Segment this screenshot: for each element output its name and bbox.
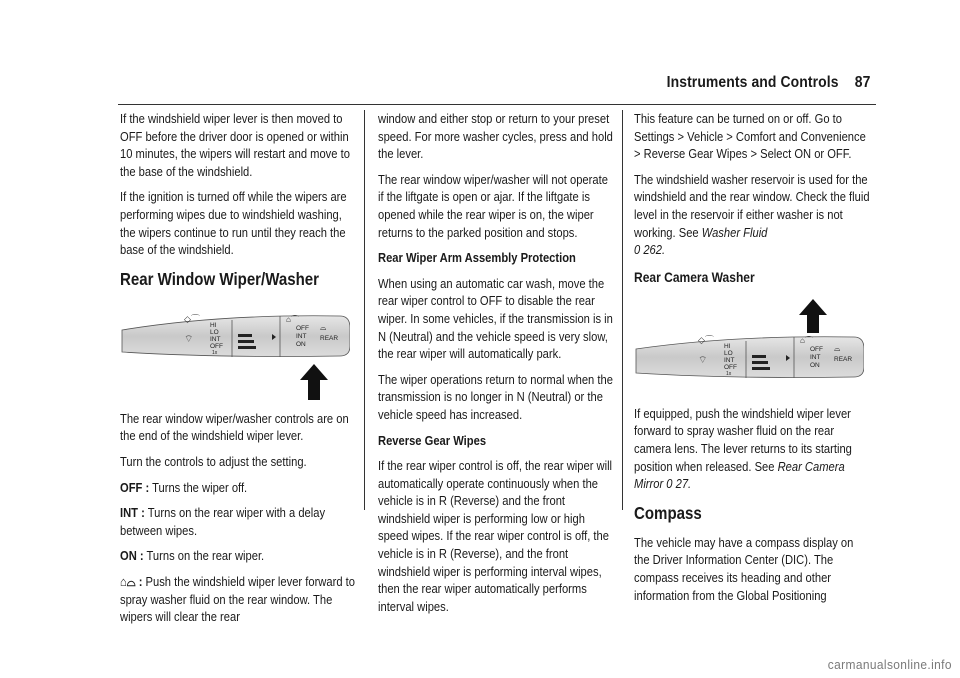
paragraph: The rear window wiper/washer will not operate if the liftgate is open or ajar. If the liftgate is opened while the rear wiper is on, the wiper returns to the parked position and stops. [378, 171, 608, 240]
definition-on: ON : Turns on the rear wiper. [120, 548, 265, 564]
rear-washer-icon: ⌂⌒ [286, 314, 299, 324]
column-divider [622, 110, 623, 510]
lever-int: INT [724, 356, 735, 364]
rear-int: INT [296, 332, 307, 340]
rear-label: REAR [320, 334, 339, 342]
column-2 [378, 110, 616, 623]
definition-washer: ⌂⌓ : Push the windshield wiper lever forward to spray washer fluid on the rear window. The wipers will clear the rear [120, 573, 355, 625]
paragraph: The vehicle may have a compass display on the Driver Information Center (DIC). The compass receives its heading and other information from the Global Positioning [634, 534, 854, 603]
page-number: 87 [854, 74, 870, 91]
rear-wiper-lever-illustration [120, 300, 350, 400]
rear-label: REAR [834, 355, 853, 363]
header-rule [118, 104, 876, 105]
definition-int: INT : Turns on the rear wiper with a delay between wipes. [120, 505, 326, 538]
lever-off: OFF [724, 363, 737, 371]
rear-on: ON [296, 340, 306, 348]
front-washer-icon: ◇⌒ [184, 313, 200, 324]
rear-washer-icon: ⌂⌒ [800, 335, 813, 345]
paragraph: The rear window wiper/washer controls are on the end of the windshield wiper lever. [120, 410, 349, 444]
page-ref: 0 27. [663, 476, 692, 492]
paragraph: This feature can be turned on or off. Go to Settings > Vehicle > Comfort and Convenience > Reverse Gear Wipes > Select ON or OFF. [634, 111, 866, 162]
rear-off: OFF [810, 345, 823, 353]
lever-hi: HI [724, 342, 731, 350]
column-1 [120, 110, 358, 634]
rear-int: INT [810, 353, 821, 361]
push-arrow-forward-icon [799, 299, 827, 333]
rear-off: OFF [296, 324, 309, 332]
paragraph: When using an automatic car wash, move the rear wiper control to OFF to disable the rear wiper. In some vehicles, if the transmission is in N (Neutral) and the vehicle speed is very slow, the rear wiper will automatically park. [378, 275, 613, 362]
paragraph-rear-camera-washer: If equipped, push the windshield wiper lever forward to spray washer fluid on the rear camera lens. The lever returns to its starting position when released. See Rear Camera Mirror 0 27. [634, 405, 852, 492]
rear-wiper-icon: ⌓ [834, 343, 841, 353]
definition-off: OFF : Turns the wiper off. [120, 479, 248, 495]
rear-wiper-icon: ⌓ [320, 322, 327, 332]
rear-washer-icon: ⌂⌓ [120, 573, 136, 589]
front-wiper-icon: ⌔ [698, 354, 708, 366]
lever-lo: LO [210, 328, 219, 336]
rear-camera-mirror-link[interactable]: Rear Camera Mirror [634, 458, 845, 492]
front-wiper-icon: ⌔ [184, 333, 194, 345]
rear-on: ON [810, 361, 820, 369]
subheading-arm-protection: Rear Wiper Arm Assembly Protection [378, 250, 576, 266]
lever-once: 1x [212, 349, 218, 356]
paragraph: The wiper operations return to normal when the transmission is no longer in N (Neutral) or the vehicle speed has increased. [378, 371, 613, 422]
lever-hi: HI [210, 321, 217, 329]
paragraph: If the ignition is turned off while the wipers are performing wipes due to windshield washing, the wipers continue to run until they reach the base of the windshield. [120, 189, 347, 258]
washer-fluid-link[interactable]: Washer Fluid [701, 224, 768, 240]
front-washer-icon: ◇⌒ [698, 334, 714, 345]
column-divider [364, 110, 365, 510]
column-3 [634, 110, 872, 612]
push-arrow-up-icon [300, 364, 328, 400]
paragraph: If the rear wiper control is off, the rear wiper will automatically operate continuously when the vehicle is in R (Reverse) and the front windshield wiper is performing low or high speed wipes. If the rear wiper control is off, the vehicle is in R (Reverse), and the front windshield wiper is performing interval wipes, then the rear wiper automatically performs interval wipes. [378, 458, 613, 614]
paragraph: If the windshield wiper lever is then moved to OFF before the driver door is opened or within 10 minutes, the wipers will restart and move to the base of the windshield. [120, 111, 350, 179]
running-header [666, 74, 870, 92]
lever-int: INT [210, 335, 221, 343]
section-heading-rear-wiper: Rear Window Wiper/Washer [120, 268, 320, 289]
watermark: carmanualsonline.info [827, 657, 952, 672]
section-title: Instruments and Controls [666, 74, 839, 91]
paragraph: window and either stop or return to your preset speed. For more washer cycles, press and hold the lever. [378, 111, 613, 162]
page-ref: 0 262. [634, 242, 666, 258]
paragraph-washer-reservoir: The windshield washer reservoir is used for the windshield and the rear window. Check the fluid level in the reservoir if either washer is not working. See Washer Fluid 0 262. [634, 171, 870, 258]
subheading-reverse-gear-wipes: Reverse Gear Wipes [378, 432, 487, 448]
lever-off: OFF [210, 342, 223, 350]
lever-lo: LO [724, 349, 733, 357]
lever-once: 1x [726, 370, 732, 377]
section-heading-compass: Compass [634, 502, 702, 523]
paragraph: Turn the controls to adjust the setting. [120, 453, 307, 469]
section-heading-rear-camera-washer: Rear Camera Washer [634, 268, 755, 285]
rear-camera-washer-lever-illustration [634, 295, 864, 395]
